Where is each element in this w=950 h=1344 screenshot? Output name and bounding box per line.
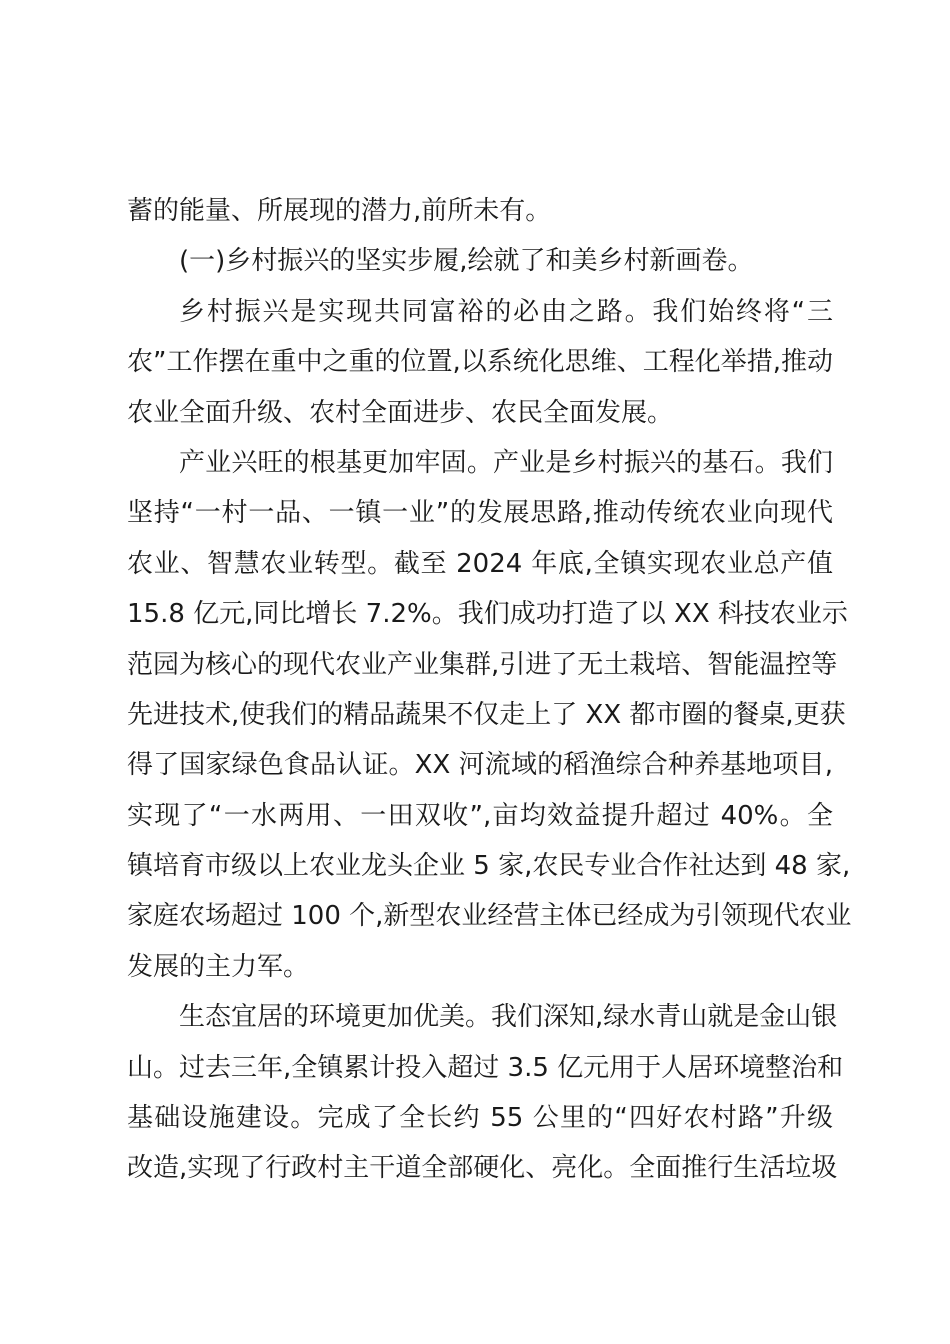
- paragraph-line: 农业全面升级、农村全面进步、农民全面发展。: [127, 397, 674, 428]
- paragraph-line: 生态宜居的环境更加优美。我们深知,绿水青山就是金山银: [179, 1002, 838, 1033]
- paragraph-line: 先进技术,使我们的精品蔬果不仅走上了 XX 都市圈的餐桌,更获: [127, 699, 846, 730]
- paragraph-line: 15.8 亿元,同比增长 7.2%。我们成功打造了以 XX 科技农业示: [127, 599, 848, 630]
- paragraph-line: 得了国家绿色食品认证。XX 河流域的稻渔综合种养基地项目,: [127, 750, 833, 781]
- paragraph-line: 实现了“一水两用、一田双收”,亩均效益提升超过 40%。全: [127, 800, 833, 831]
- paragraph-line: 农”工作摆在重中之重的位置,以系统化思维、工程化举措,推动: [127, 347, 833, 378]
- section-heading: (一)乡村振兴的坚实步履,绘就了和美乡村新画卷。: [179, 246, 754, 277]
- paragraph-line: 山。过去三年,全镇累计投入超过 3.5 亿元用于人居环境整治和: [127, 1052, 844, 1083]
- paragraph-line: 农业、智慧农业转型。截至 2024 年底,全镇实现农业总产值: [127, 548, 833, 579]
- paragraph-line: 乡村振兴是实现共同富裕的必由之路。我们始终将“三: [179, 296, 833, 327]
- paragraph-line: 镇培育市级以上农业龙头企业 5 家,农民专业合作社达到 48 家,: [127, 851, 851, 882]
- paragraph-line: 范园为核心的现代农业产业集群,引进了无土栽培、智能温控等: [127, 649, 838, 680]
- paragraph-line: 改造,实现了行政村主干道全部硬化、亮化。全面推行生活垃圾: [127, 1153, 838, 1184]
- paragraph-line: 发展的主力军。: [127, 951, 310, 982]
- paragraph-line: 产业兴旺的根基更加牢固。产业是乡村振兴的基石。我们: [179, 447, 833, 478]
- body-text: [127, 186, 852, 1194]
- paragraph-line: 蓄的能量、所展现的潜力,前所未有。: [127, 196, 552, 226]
- paragraph-line: 坚持“一村一品、一镇一业”的发展思路,推动传统农业向现代: [127, 498, 833, 529]
- paragraph-line: 基础设施建设。完成了全长约 55 公里的“四好农村路”升级: [127, 1103, 833, 1134]
- paragraph-line: 家庭农场超过 100 个,新型农业经营主体已经成为引领现代农业: [127, 901, 852, 932]
